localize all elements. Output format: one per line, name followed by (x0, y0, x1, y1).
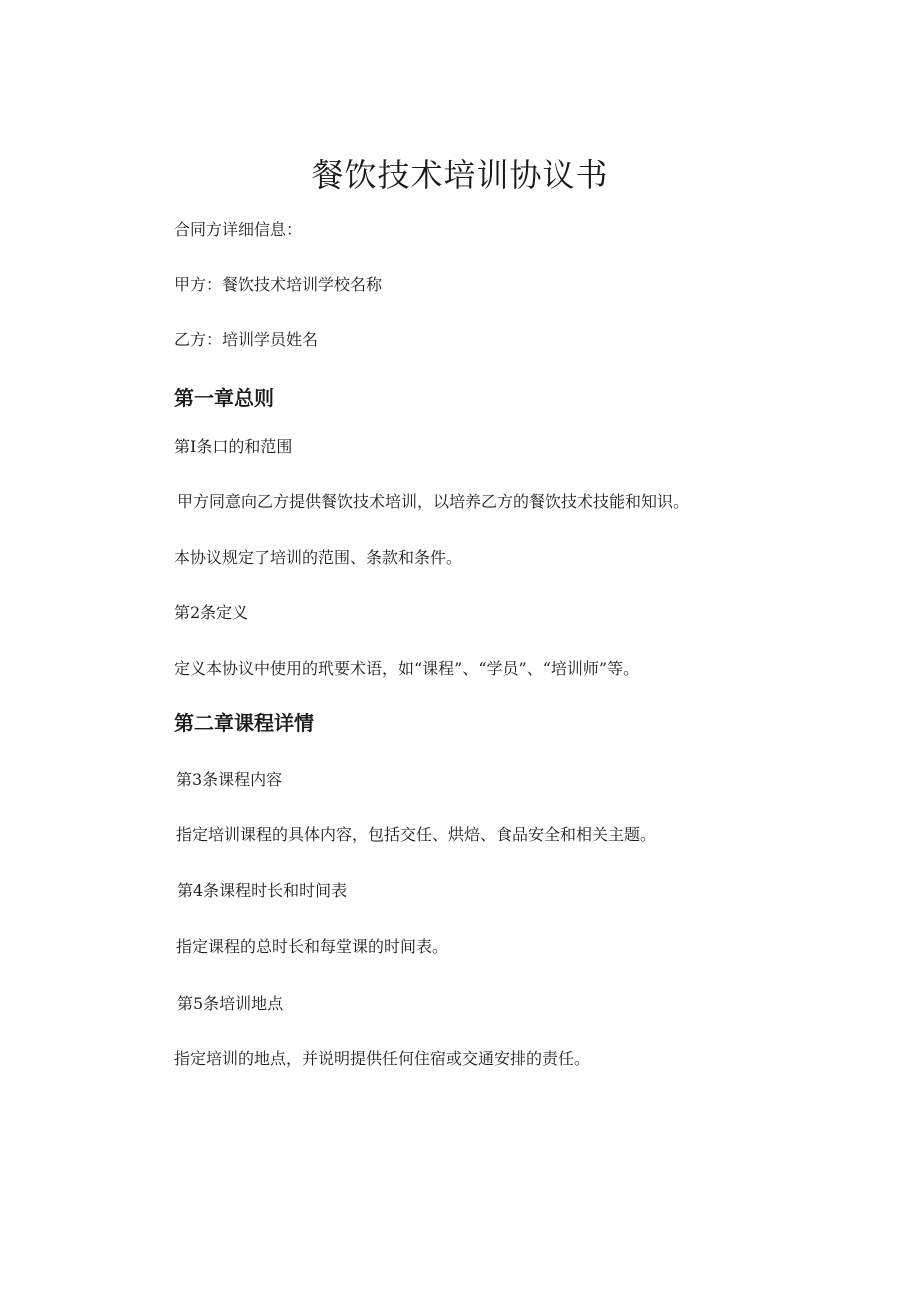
document-title: 餐饮技术培训协议书 (311, 156, 609, 194)
article-1-paragraph-2: 本协议规定了培训的范围、条款和条件。 (174, 548, 463, 567)
article-1-title: 第I条口的和范围 (174, 437, 293, 456)
article-1-paragraph-1: 甲方同意向乙方提供餐饮技术培训，以培养乙方的餐饮技术技能和知识。 (177, 492, 690, 511)
article-3-title: 第3条课程内容 (176, 770, 283, 789)
party-a-line: 甲方：餐饮技术培训学校名称 (174, 275, 383, 294)
article-2-paragraph-1: 定义本协议中使用的玳要术语，如“课程”、“学员”、“培训师”等。 (174, 659, 640, 678)
chapter-1-heading: 第一章总则 (174, 386, 274, 410)
article-4-title: 第4条课程时长和时间表 (177, 881, 348, 900)
chapter-2-heading: 第二章课程详情 (174, 711, 314, 735)
article-5-paragraph-1: 指定培训的地点，并说明提供任何住宿或交通安排的责任。 (174, 1049, 591, 1068)
article-4-paragraph-1: 指定课程的总时长和每堂课的时间表。 (176, 937, 449, 956)
party-b-line: 乙方：培训学员姓名 (174, 330, 319, 349)
article-5-title: 第5条培训地点 (177, 994, 284, 1013)
article-3-paragraph-1: 指定培训课程的具体内容，包括交任、烘焙、食品安全和相关主题。 (176, 825, 657, 844)
article-2-title: 第2条定义 (174, 603, 249, 622)
parties-heading: 合同方详细信息： (174, 220, 303, 239)
